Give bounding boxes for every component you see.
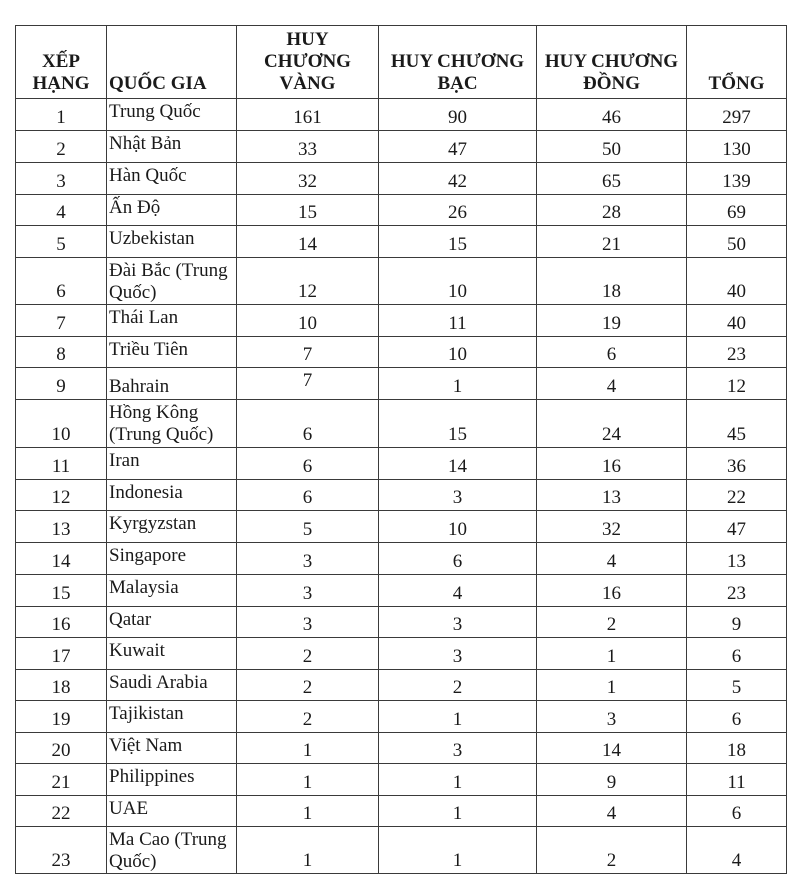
- bronze-cell: 2: [537, 827, 687, 874]
- country-name-line: Philippines: [109, 766, 195, 787]
- silver-cell: 1: [379, 764, 537, 796]
- country-name-line: Quốc): [109, 851, 157, 872]
- country-name-line: Đài Bắc (Trung: [109, 260, 228, 281]
- table-row: [16, 764, 787, 796]
- country-name-line: Qatar: [109, 609, 152, 630]
- bronze-cell: 4: [537, 543, 687, 575]
- gold-cell: 3: [237, 575, 379, 607]
- silver-cell: 15: [379, 226, 537, 258]
- country-name-line: UAE: [109, 798, 149, 819]
- silver-cell: 4: [379, 575, 537, 607]
- bronze-cell: 16: [537, 448, 687, 480]
- table-row: [16, 195, 787, 226]
- rank-cell: 8: [16, 337, 107, 368]
- country-cell: [107, 305, 237, 337]
- country-cell: [107, 827, 237, 874]
- country-name-line: Kuwait: [109, 640, 165, 661]
- country-name-line: Saudi Arabia: [109, 672, 208, 693]
- gold-cell: 3: [237, 543, 379, 575]
- bronze-cell: 65: [537, 163, 687, 195]
- rank-cell: 22: [16, 796, 107, 827]
- silver-cell: 26: [379, 195, 537, 226]
- total-cell: 6: [687, 638, 787, 670]
- country-name-line: Ma Cao (Trung: [109, 829, 227, 850]
- country-name-line: Việt Nam: [109, 735, 183, 756]
- table-row: [16, 638, 787, 670]
- country-cell: [107, 575, 237, 607]
- silver-cell: 47: [379, 131, 537, 163]
- silver-cell: 90: [379, 99, 537, 131]
- country-cell: [107, 400, 237, 448]
- silver-cell: 15: [379, 400, 537, 448]
- gold-cell: 33: [237, 131, 379, 163]
- rank-cell: 19: [16, 701, 107, 733]
- table-row: [16, 607, 787, 638]
- gold-cell: 14: [237, 226, 379, 258]
- header-gold-line: VÀNG: [279, 73, 336, 94]
- country-cell: [107, 337, 237, 368]
- country-cell: [107, 638, 237, 670]
- country-name-line: Triều Tiên: [109, 339, 189, 360]
- table-row: [16, 701, 787, 733]
- rank-cell: 16: [16, 607, 107, 638]
- bronze-cell: 28: [537, 195, 687, 226]
- header-country: [107, 26, 237, 99]
- country-cell: [107, 733, 237, 764]
- bronze-cell: 19: [537, 305, 687, 337]
- country-name-line: Bahrain: [109, 376, 170, 397]
- country-name-line: Uzbekistan: [109, 228, 195, 249]
- silver-cell: 6: [379, 543, 537, 575]
- country-name-line: (Trung Quốc): [109, 424, 214, 445]
- bronze-cell: 16: [537, 575, 687, 607]
- country-name-line: Quốc): [109, 282, 157, 303]
- country-cell: [107, 670, 237, 701]
- rank-cell: 2: [16, 131, 107, 163]
- total-cell: 40: [687, 258, 787, 305]
- header-total-label: TỔNG: [708, 73, 765, 94]
- table-row: [16, 258, 787, 305]
- header-country-label: QUỐC GIA: [109, 73, 207, 94]
- bronze-cell: 9: [537, 764, 687, 796]
- rank-cell: 6: [16, 258, 107, 305]
- silver-cell: 10: [379, 258, 537, 305]
- rank-cell: 12: [16, 480, 107, 511]
- country-name-line: Singapore: [109, 545, 187, 566]
- bronze-cell: 14: [537, 733, 687, 764]
- rank-cell: 14: [16, 543, 107, 575]
- gold-cell: 6: [237, 400, 379, 448]
- header-silver-line: BẠC: [437, 73, 478, 94]
- bronze-cell: 18: [537, 258, 687, 305]
- total-cell: 5: [687, 670, 787, 701]
- country-cell: [107, 163, 237, 195]
- table-row: [16, 796, 787, 827]
- rank-cell: 5: [16, 226, 107, 258]
- rank-cell: 13: [16, 511, 107, 543]
- header-bronze-line: ĐỒNG: [583, 73, 640, 94]
- total-cell: 4: [687, 827, 787, 874]
- table-row: [16, 305, 787, 337]
- bronze-cell: 4: [537, 368, 687, 400]
- header-bronze-line: HUY CHƯƠNG: [544, 51, 679, 72]
- country-name-line: Indonesia: [109, 482, 183, 503]
- country-cell: [107, 511, 237, 543]
- header-gold-line: HUY: [286, 29, 329, 50]
- gold-cell: 1: [237, 827, 379, 874]
- country-name-line: Thái Lan: [109, 307, 179, 328]
- gold-cell: 2: [237, 670, 379, 701]
- rank-cell: 18: [16, 670, 107, 701]
- total-cell: 36: [687, 448, 787, 480]
- silver-cell: 1: [379, 701, 537, 733]
- country-cell: [107, 607, 237, 638]
- country-name-line: Ấn Độ: [109, 197, 161, 218]
- country-name-line: Iran: [109, 450, 140, 471]
- header-rank: [16, 26, 107, 99]
- gold-cell: 15: [237, 195, 379, 226]
- table-row: [16, 400, 787, 448]
- silver-cell: 10: [379, 337, 537, 368]
- total-cell: 139: [687, 163, 787, 195]
- table-row: [16, 337, 787, 368]
- gold-cell: 1: [237, 733, 379, 764]
- country-name-line: Kyrgyzstan: [109, 513, 197, 534]
- gold-cell: 32: [237, 163, 379, 195]
- bronze-cell: 24: [537, 400, 687, 448]
- country-cell: [107, 368, 237, 400]
- bronze-cell: 1: [537, 670, 687, 701]
- rank-cell: 21: [16, 764, 107, 796]
- header-silver-line: HUY CHƯƠNG: [390, 51, 525, 72]
- rank-cell: 15: [16, 575, 107, 607]
- total-cell: 12: [687, 368, 787, 400]
- rank-cell: 10: [16, 400, 107, 448]
- bronze-cell: 13: [537, 480, 687, 511]
- header-row: [16, 26, 787, 99]
- total-cell: 50: [687, 226, 787, 258]
- gold-cell: 7: [237, 337, 379, 368]
- table-row: [16, 511, 787, 543]
- gold-cell: 2: [237, 638, 379, 670]
- gold-cell: 2: [237, 701, 379, 733]
- silver-cell: 1: [379, 796, 537, 827]
- country-cell: [107, 543, 237, 575]
- country-cell: [107, 195, 237, 226]
- table-row: [16, 163, 787, 195]
- total-cell: 130: [687, 131, 787, 163]
- rank-cell: 4: [16, 195, 107, 226]
- country-name-line: Tajikistan: [109, 703, 184, 724]
- gold-cell: 6: [237, 480, 379, 511]
- rank-cell: 3: [16, 163, 107, 195]
- country-cell: [107, 448, 237, 480]
- silver-cell: 3: [379, 733, 537, 764]
- country-name-line: Nhật Bản: [109, 133, 182, 154]
- total-cell: 22: [687, 480, 787, 511]
- total-cell: 11: [687, 764, 787, 796]
- table-row: [16, 99, 787, 131]
- header-gold-line: CHƯƠNG: [264, 51, 351, 72]
- country-cell: [107, 226, 237, 258]
- country-cell: [107, 99, 237, 131]
- silver-cell: 11: [379, 305, 537, 337]
- silver-cell: 3: [379, 638, 537, 670]
- rank-cell: 1: [16, 99, 107, 131]
- silver-cell: 3: [379, 607, 537, 638]
- table-row: [16, 368, 787, 400]
- bronze-cell: 1: [537, 638, 687, 670]
- silver-cell: 10: [379, 511, 537, 543]
- bronze-cell: 3: [537, 701, 687, 733]
- total-cell: 23: [687, 575, 787, 607]
- header-gold: [237, 26, 379, 99]
- country-cell: [107, 480, 237, 511]
- header-rank-line: HẠNG: [32, 73, 90, 94]
- bronze-cell: 6: [537, 337, 687, 368]
- gold-cell: 1: [237, 796, 379, 827]
- country-cell: [107, 796, 237, 827]
- rank-cell: 17: [16, 638, 107, 670]
- silver-cell: 1: [379, 368, 537, 400]
- table-row: [16, 827, 787, 874]
- total-cell: 18: [687, 733, 787, 764]
- gold-cell: 10: [237, 305, 379, 337]
- gold-cell: 12: [237, 258, 379, 305]
- total-cell: 13: [687, 543, 787, 575]
- header-silver: [379, 26, 537, 99]
- table-row: [16, 575, 787, 607]
- bronze-cell: 21: [537, 226, 687, 258]
- bronze-cell: 2: [537, 607, 687, 638]
- total-cell: 40: [687, 305, 787, 337]
- rank-cell: 7: [16, 305, 107, 337]
- silver-cell: 1: [379, 827, 537, 874]
- country-cell: [107, 701, 237, 733]
- country-cell: [107, 764, 237, 796]
- bronze-cell: 50: [537, 131, 687, 163]
- table-row: [16, 131, 787, 163]
- gold-cell: 3: [237, 607, 379, 638]
- gold-cell: 1: [237, 764, 379, 796]
- table-row: [16, 543, 787, 575]
- header-total: [687, 26, 787, 99]
- table-row: [16, 670, 787, 701]
- bronze-cell: 46: [537, 99, 687, 131]
- gold-cell: 5: [237, 511, 379, 543]
- rank-cell: 11: [16, 448, 107, 480]
- country-cell: [107, 258, 237, 305]
- country-name-line: Hồng Kông: [109, 402, 199, 423]
- silver-cell: 2: [379, 670, 537, 701]
- rank-cell: 23: [16, 827, 107, 874]
- total-cell: 6: [687, 701, 787, 733]
- total-cell: 23: [687, 337, 787, 368]
- rank-cell: 20: [16, 733, 107, 764]
- country-cell: [107, 131, 237, 163]
- gold-cell: 7: [237, 368, 379, 400]
- total-cell: 9: [687, 607, 787, 638]
- total-cell: 45: [687, 400, 787, 448]
- silver-cell: 42: [379, 163, 537, 195]
- table-row: [16, 480, 787, 511]
- table-row: [16, 733, 787, 764]
- gold-cell: 6: [237, 448, 379, 480]
- country-name-line: Hàn Quốc: [109, 165, 187, 186]
- total-cell: 6: [687, 796, 787, 827]
- total-cell: 297: [687, 99, 787, 131]
- table-row: [16, 226, 787, 258]
- silver-cell: 14: [379, 448, 537, 480]
- bronze-cell: 32: [537, 511, 687, 543]
- header-rank-line: XẾP: [42, 51, 80, 72]
- rank-cell: 9: [16, 368, 107, 400]
- silver-cell: 3: [379, 480, 537, 511]
- header-bronze: [537, 26, 687, 99]
- medal-table: [15, 25, 787, 874]
- table-row: [16, 448, 787, 480]
- bronze-cell: 4: [537, 796, 687, 827]
- total-cell: 47: [687, 511, 787, 543]
- gold-cell: 161: [237, 99, 379, 131]
- total-cell: 69: [687, 195, 787, 226]
- country-name-line: Malaysia: [109, 577, 179, 598]
- country-name-line: Trung Quốc: [109, 101, 201, 122]
